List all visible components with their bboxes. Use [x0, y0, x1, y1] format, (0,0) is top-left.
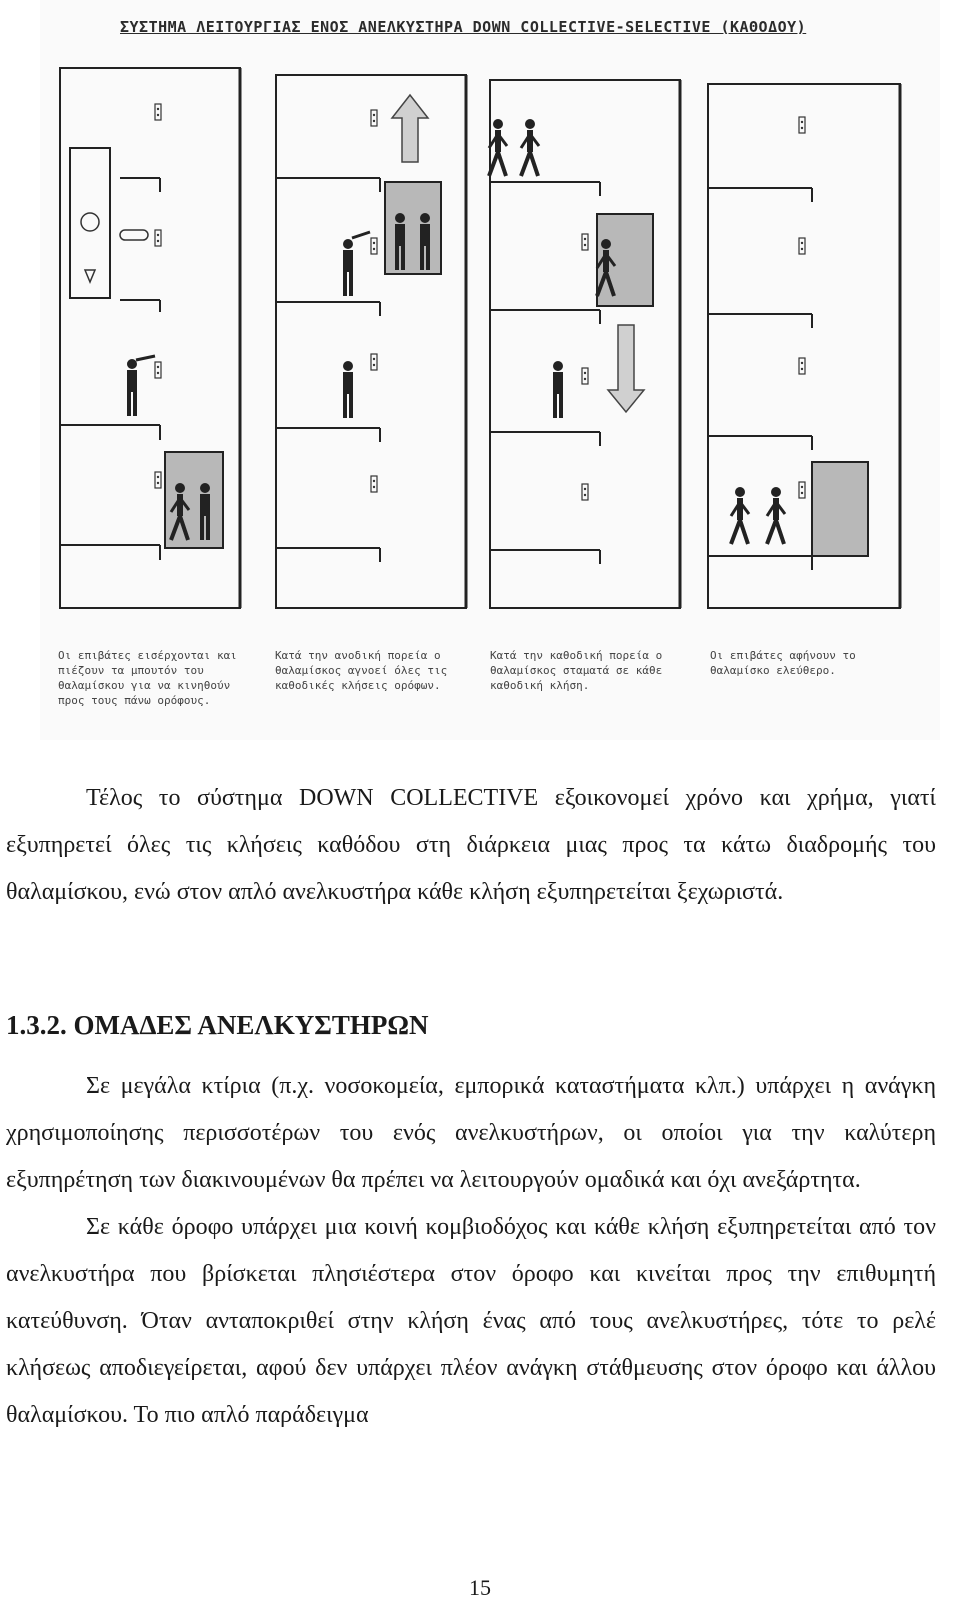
- paragraph-intro-block: [0, 775, 960, 916]
- panel-4: [708, 84, 900, 608]
- elevator-diagram: [40, 0, 940, 740]
- elevator-panels: [40, 0, 940, 740]
- figure-title: ΣΥΣΤΗΜΑ ΛΕΙΤΟΥΡΓΙΑΣ ΕΝΟΣ ΑΝΕΛΚΥΣΤΗΡΑ DOWN COLLECTIVE-SELECTIVE (ΚΑΘΟΔΟΥ): [120, 18, 807, 36]
- panel-2: [276, 75, 466, 608]
- page-number: 15: [469, 1575, 491, 1600]
- paragraph-down-collective: Τέλος το σύστημα DOWN COLLECTIVE εξοικονομεί χρόνο και χρήμα, γιατί εξυπηρετεί όλες τις κλήσεις καθόδου στη διάρκεια μιας προς τα κάτω διαδρομής του θαλαμίσκου, ενώ στον απλό ανελκυστήρα κάθε κλήση εξυπηρετείται ξεχωριστά.: [6, 785, 936, 905]
- caption-2: Κατά την ανοδική πορεία ο θαλαμίσκος αγνοεί όλες τις καθοδικές κλήσεις ορόφων.: [275, 649, 448, 692]
- panel-1: [60, 68, 240, 608]
- caption-3: Κατά την καθοδική πορεία ο θαλαμίσκος σταματά σε κάθε καθοδική κλήση.: [490, 649, 663, 692]
- section-heading: 1.3.2. ΟΜΑΔΕΣ ΑΝΕΛΚΥΣΤΗΡΩΝ: [6, 1010, 429, 1040]
- paragraph-large-buildings: Σε μεγάλα κτίρια (π.χ. νοσοκομεία, εμπορικά καταστήματα κλπ.) υπάρχει η ανάγκη χρησιμοποίησης περισσοτέρων του ενός ανελκυστήρων, οι οποίοι για την καλύτερη εξυπηρέτηση των διακινουμένων θα πρέπει να λειτουργούν ομαδικά και όχι ανεξάρτητα.: [6, 1073, 936, 1193]
- paragraph-groups-block: [0, 1063, 960, 1439]
- paragraph-common-panel: Σε κάθε όροφο υπάρχει μια κοινή κομβιοδόχος και κάθε κλήση εξυπηρετείται από τον ανελκυστήρα που βρίσκεται πλησιέστερα στον όροφο και κινείται προς την επιθυμητή κατεύθυνση. Όταν ανταποκριθεί στην κλήση ένας από τους ανελκυστήρες, τότε το ρελέ κλήσεως αποδιεγείρεται, αφού δεν υπάρχει πλέον ανάγκη στάθμευσης στον όροφο και άλλου θαλαμίσκου. Το πιο απλό παράδειγμα: [6, 1214, 936, 1428]
- panel-3: [489, 80, 680, 608]
- caption-1: Οι επιβάτες εισέρχονται και πιέζουν τα μπουτόν του θαλαμίσκου για να κινηθούν προς τους πάνω ορόφους.: [58, 649, 237, 707]
- caption-4: Οι επιβάτες αφήνουν το θαλαμίσκο ελεύθερο.: [710, 649, 856, 677]
